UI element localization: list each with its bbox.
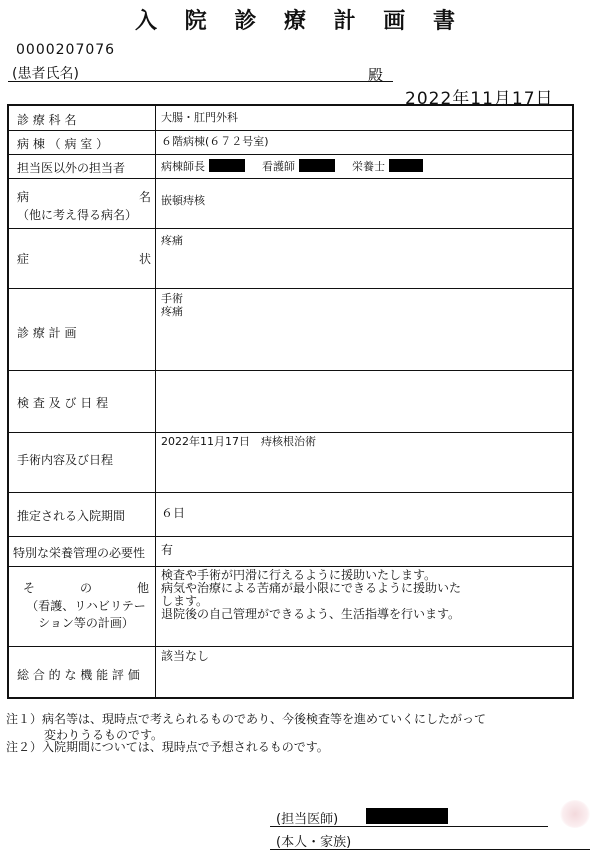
nutrition-value: 有 xyxy=(161,543,174,557)
symptoms-value: 疼痛 xyxy=(161,234,183,247)
other-label-sub-2: ション等の計画） xyxy=(38,616,134,630)
plan-value-2: 疼痛 xyxy=(161,305,183,318)
honorific: 殿 xyxy=(368,66,384,84)
function-label: 総 合 的 な 機 能 評 価 xyxy=(17,668,140,682)
patient-signature-line xyxy=(270,849,590,850)
patient-name-label: (患者氏名) xyxy=(12,66,79,82)
other-line-3: します。 xyxy=(161,594,209,608)
surgery-label: 手術内容及び日程 xyxy=(17,453,114,467)
disease-label-sub: （他に考え得る病名） xyxy=(17,208,138,222)
patient-name-line xyxy=(8,81,393,82)
row-divider xyxy=(9,492,572,493)
redaction-block xyxy=(389,159,423,172)
doctor-name-redaction xyxy=(366,808,448,824)
document-title: 入 院 診 療 計 画 書 xyxy=(135,9,465,34)
other-label: そ の 他 （看護、リハビリテー ション等の計画） xyxy=(17,579,155,631)
department-label: 診 療 科 名 xyxy=(17,113,77,127)
document-date: 2022年11月17日 xyxy=(405,89,554,109)
table-column-divider xyxy=(155,106,156,697)
ward-value: ６階病棟(６７２号室) xyxy=(161,135,269,148)
row-divider xyxy=(9,178,572,179)
other-line-4: 退院後の自己管理ができるよう、生活指導を行います。 xyxy=(161,607,461,621)
patient-signature-label: (本人・家族) xyxy=(276,835,352,850)
department-value: 大腸・肛門外科 xyxy=(161,111,238,124)
row-divider xyxy=(9,130,572,131)
row-divider xyxy=(9,288,572,289)
nutrition-label: 特別な栄養管理の必要性 xyxy=(13,546,146,560)
nurse-label: 看護師 xyxy=(262,160,295,173)
plan-table xyxy=(7,104,574,699)
row-divider xyxy=(9,432,572,433)
ward-chief-label: 病棟師長 xyxy=(161,160,205,173)
row-divider xyxy=(9,536,572,537)
symptoms-label: 症 状 xyxy=(17,252,151,266)
staff-value xyxy=(161,159,423,173)
row-divider xyxy=(9,154,572,155)
doctor-signature-label: (担当医師) xyxy=(276,812,339,827)
note-2: 注２）入院期間については、現時点で予想されるものです。 xyxy=(6,740,329,754)
other-value xyxy=(161,569,461,621)
plan-value-1: 手術 xyxy=(161,292,183,305)
function-value: 該当なし xyxy=(161,649,210,663)
redaction-block xyxy=(209,159,245,172)
staff-label: 担当医以外の担当者 xyxy=(17,161,126,175)
plan-label: 診 療 計 画 xyxy=(17,326,77,340)
doctor-signature-line xyxy=(270,826,548,827)
other-label-sub-1: （看護、リハビリテー xyxy=(26,599,146,613)
note-1-line-2: 変わりうるものです。 xyxy=(44,728,164,742)
other-line-2: 病気や治療による苦痛が最小限にできるように援助いた xyxy=(161,581,462,595)
exam-label: 検 査 及 び 日 程 xyxy=(17,396,109,410)
disease-label: 病 名 （他に考え得る病名） xyxy=(17,188,155,223)
disease-value: 嵌頓痔核 xyxy=(161,194,205,207)
ward-label: 病 棟 （ 病 室 ） xyxy=(17,137,109,151)
redaction-block xyxy=(299,159,335,172)
stay-label: 推定される入院期間 xyxy=(17,509,126,523)
row-divider xyxy=(9,370,572,371)
stay-value: ６日 xyxy=(161,506,186,520)
row-divider xyxy=(9,228,572,229)
note-1-line-1: 注１）病名等は、現時点で考えられるものであり、今後検査等を進めていくにしたがって xyxy=(6,712,487,726)
plan-value xyxy=(161,292,183,318)
surgery-value: 2022年11月17日 痔核根治術 xyxy=(161,435,316,448)
patient-id: 0000207076 xyxy=(16,42,116,58)
dietitian-label: 栄養士 xyxy=(352,160,385,173)
row-divider xyxy=(9,566,572,567)
row-divider xyxy=(9,646,572,647)
ink-stain xyxy=(560,800,590,828)
other-line-1: 検査や手術が円滑に行えるように援助いたします。 xyxy=(161,568,437,582)
